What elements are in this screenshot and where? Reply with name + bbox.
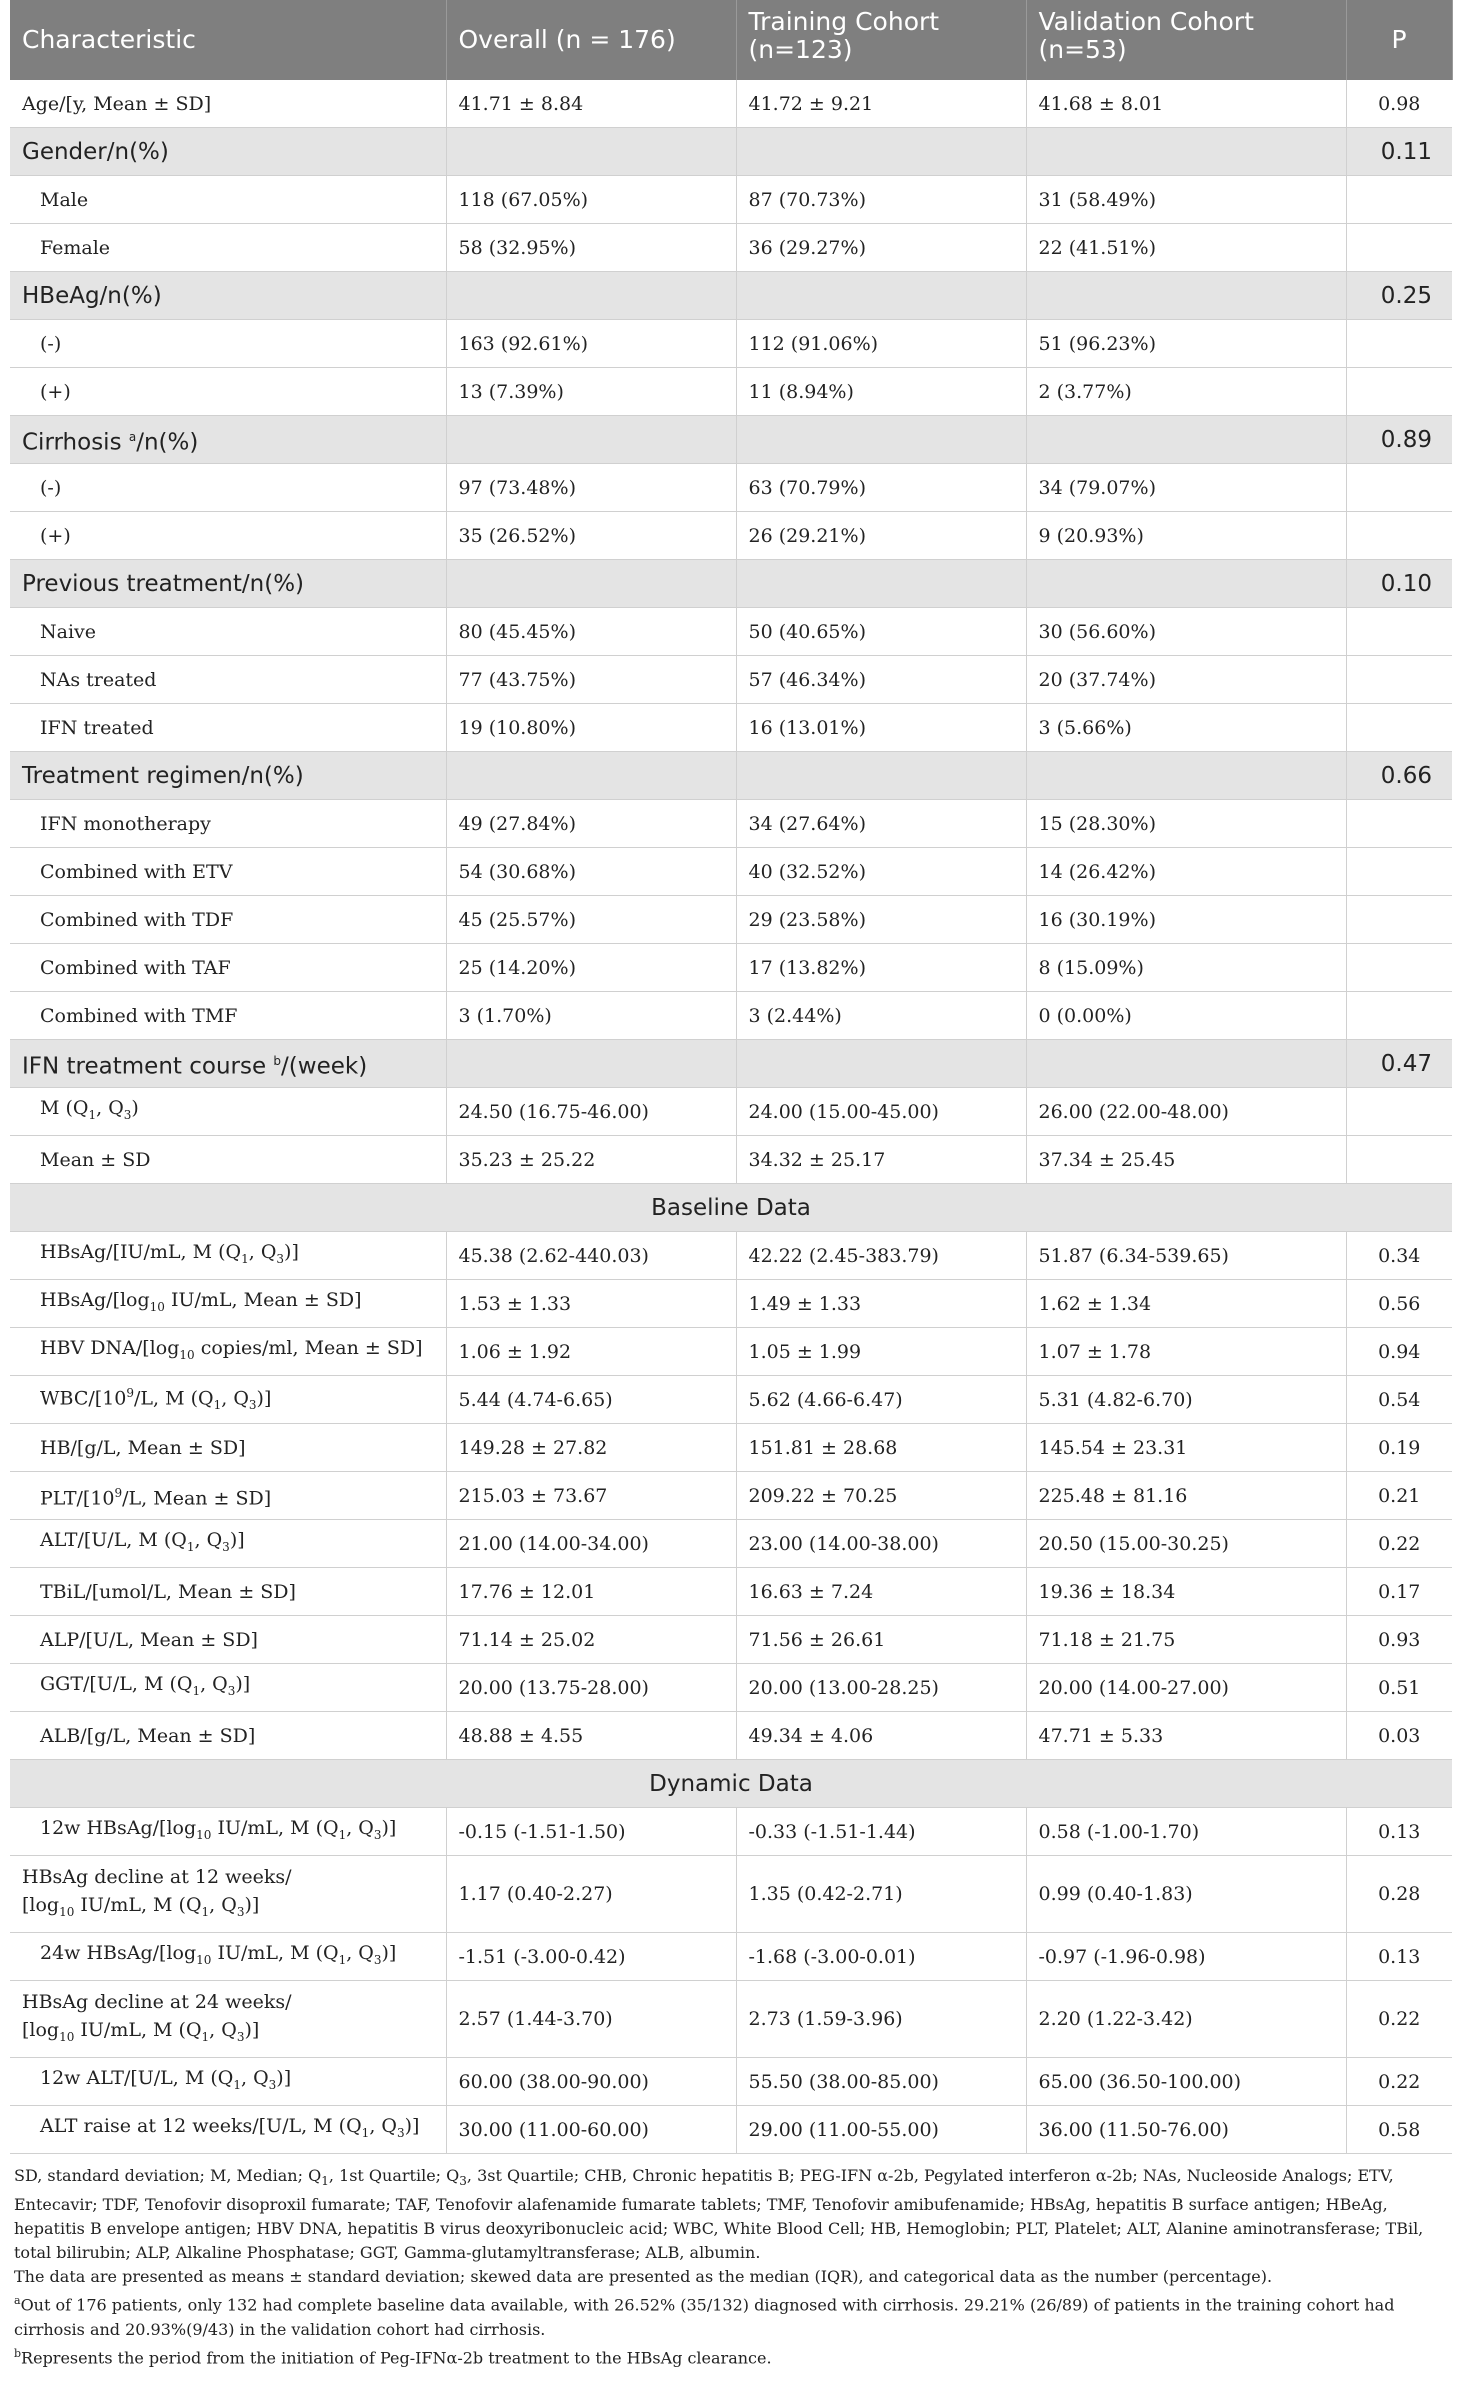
- row-label: GGT/[U/L, M ($Q_1$, $Q_3$)]: [10, 1664, 446, 1712]
- footnote-mark: b: [273, 1053, 282, 1068]
- cell-training: 17 (13.82%): [736, 944, 1026, 992]
- cell-p: 0.21: [1346, 1472, 1452, 1520]
- cell-training: 34.32 ± 25.17: [736, 1136, 1026, 1184]
- table-row: [10, 896, 1452, 944]
- group-label: HBeAg/n(%): [10, 272, 446, 320]
- table-row: [10, 1856, 1452, 1933]
- cell-p: 0.51: [1346, 1664, 1452, 1712]
- row-label: (-): [10, 320, 446, 368]
- cell-training: 20.00 (13.00-28.25): [736, 1664, 1026, 1712]
- table-row: [10, 1664, 1452, 1712]
- cell-overall: 45.38 (2.62-440.03): [446, 1232, 736, 1280]
- row-label: Naive: [10, 608, 446, 656]
- row-label: IFN treated: [10, 704, 446, 752]
- cell-validation: 0.58 (-1.00-1.70): [1026, 1808, 1346, 1856]
- row-label: HBsAg decline at 12 weeks/ [$\log_{10}$ IU/mL, M ($Q_1$, $Q_3$)]: [10, 1856, 446, 1933]
- table-row: [10, 608, 1452, 656]
- table-page: [10, 0, 1452, 2370]
- group-p: 0.89: [1346, 416, 1452, 464]
- cell-validation: 20.50 (15.00-30.25): [1026, 1520, 1346, 1568]
- cell-p: 0.17: [1346, 1568, 1452, 1616]
- cell-overall: 24.50 (16.75-46.00): [446, 1088, 736, 1136]
- table-row: [10, 992, 1452, 1040]
- cell-p: 0.22: [1346, 1981, 1452, 2058]
- row-label: (+): [10, 368, 446, 416]
- row-label: HBsAg/[$\log_{10}$ IU/mL, Mean ± SD]: [10, 1280, 446, 1328]
- header-training-line2: (n=123): [748, 35, 853, 64]
- header-validation: [1026, 0, 1346, 80]
- row-label: Combined with TDF: [10, 896, 446, 944]
- table-row: [10, 1568, 1452, 1616]
- cell-validation: 26.00 (22.00-48.00): [1026, 1088, 1346, 1136]
- cell-training: 2.73 (1.59-3.96): [736, 1981, 1026, 2058]
- table-row: [10, 1328, 1452, 1376]
- section-row: [10, 1184, 1452, 1232]
- cell-validation: 5.31 (4.82-6.70): [1026, 1376, 1346, 1424]
- cell-overall: -1.51 (-3.00-0.42): [446, 1933, 736, 1981]
- cell-validation: 8 (15.09%): [1026, 944, 1346, 992]
- cell-overall: 19 (10.80%): [446, 704, 736, 752]
- group-row: [10, 128, 1452, 176]
- cell-overall: 49 (27.84%): [446, 800, 736, 848]
- group-label: Gender/n(%): [10, 128, 446, 176]
- cell-validation: 3 (5.66%): [1026, 704, 1346, 752]
- cell-p: 0.03: [1346, 1712, 1452, 1760]
- cell-training: 23.00 (14.00-38.00): [736, 1520, 1026, 1568]
- table-row: [10, 1424, 1452, 1472]
- table-row: [10, 1520, 1452, 1568]
- cell-training: 3 (2.44%): [736, 992, 1026, 1040]
- cell-training: 209.22 ± 70.25: [736, 1472, 1026, 1520]
- row-label: Combined with ETV: [10, 848, 446, 896]
- cell-p: 0.28: [1346, 1856, 1452, 1933]
- table-row: [10, 368, 1452, 416]
- cell-training: 40 (32.52%): [736, 848, 1026, 896]
- row-label: Combined with TAF: [10, 944, 446, 992]
- cell-validation: 51.87 (6.34-539.65): [1026, 1232, 1346, 1280]
- cell-p: 0.13: [1346, 1933, 1452, 1981]
- characteristics-table: [10, 0, 1453, 2154]
- table-row: [10, 512, 1452, 560]
- cell-validation: 145.54 ± 23.31: [1026, 1424, 1346, 1472]
- table-row: [10, 464, 1452, 512]
- row-label: M ($Q_1$, $Q_3$): [10, 1088, 446, 1136]
- cell-training: 49.34 ± 4.06: [736, 1712, 1026, 1760]
- cell-overall: 60.00 (38.00-90.00): [446, 2058, 736, 2106]
- cell-validation: 37.34 ± 25.45: [1026, 1136, 1346, 1184]
- cell-overall: 20.00 (13.75-28.00): [446, 1664, 736, 1712]
- cell-overall: 58 (32.95%): [446, 224, 736, 272]
- cell-training: 41.72 ± 9.21: [736, 80, 1026, 128]
- cell-training: 29.00 (11.00-55.00): [736, 2106, 1026, 2154]
- table-row: [10, 656, 1452, 704]
- cell-training: -0.33 (-1.51-1.44): [736, 1808, 1026, 1856]
- cell-overall: 215.03 ± 73.67: [446, 1472, 736, 1520]
- row-label: NAs treated: [10, 656, 446, 704]
- group-p: 0.66: [1346, 752, 1452, 800]
- row-label: HBsAg/[IU/mL, M ($Q_1$, $Q_3$)]: [10, 1232, 446, 1280]
- table-row: [10, 1232, 1452, 1280]
- section-row: [10, 1760, 1452, 1808]
- row-label: 24w HBsAg/[$\log_{10}$ IU/mL, M ($Q_1$, $Q_3$)]: [10, 1933, 446, 1981]
- row-label: ALB/[g/L, Mean ± SD]: [10, 1712, 446, 1760]
- row-label: HBV DNA/[$\log_{10}$ copies/ml, Mean ± SD]: [10, 1328, 446, 1376]
- cell-overall: 41.71 ± 8.84: [446, 80, 736, 128]
- cell-training: 151.81 ± 28.68: [736, 1424, 1026, 1472]
- header-validation-line2: (n=53): [1038, 35, 1127, 64]
- cell-validation: -0.97 (-1.96-0.98): [1026, 1933, 1346, 1981]
- cell-training: 34 (27.64%): [736, 800, 1026, 848]
- cell-validation: 22 (41.51%): [1026, 224, 1346, 272]
- cell-training: 63 (70.79%): [736, 464, 1026, 512]
- group-label: [10, 416, 446, 464]
- row-label: WBC/[$10^9/L$, M ($Q_1$, $Q_3$)]: [10, 1376, 446, 1424]
- cell-validation: 14 (26.42%): [1026, 848, 1346, 896]
- cell-overall: 71.14 ± 25.02: [446, 1616, 736, 1664]
- cell-validation: 47.71 ± 5.33: [1026, 1712, 1346, 1760]
- table-row: [10, 704, 1452, 752]
- table-row: [10, 1808, 1452, 1856]
- cell-overall: 97 (73.48%): [446, 464, 736, 512]
- cell-validation: 0.99 (0.40-1.83): [1026, 1856, 1346, 1933]
- table-row: [10, 80, 1452, 128]
- cell-validation: 9 (20.93%): [1026, 512, 1346, 560]
- row-label: PLT/[$10^9/L$, Mean ± SD]: [10, 1472, 446, 1520]
- table-row: [10, 1472, 1452, 1520]
- cell-validation: 0 (0.00%): [1026, 992, 1346, 1040]
- footnote-mark: a: [128, 429, 137, 444]
- cell-training: 71.56 ± 26.61: [736, 1616, 1026, 1664]
- cell-validation: 2 (3.77%): [1026, 368, 1346, 416]
- table-row: [10, 2058, 1452, 2106]
- table-row: [10, 800, 1452, 848]
- cell-training: 112 (91.06%): [736, 320, 1026, 368]
- header-p: P: [1346, 0, 1452, 80]
- table-row: [10, 848, 1452, 896]
- group-row: [10, 416, 1452, 464]
- cell-p: 0.34: [1346, 1232, 1452, 1280]
- cell-validation: 65.00 (36.50-100.00): [1026, 2058, 1346, 2106]
- cell-overall: 35.23 ± 25.22: [446, 1136, 736, 1184]
- table-row: [10, 1088, 1452, 1136]
- row-label: (+): [10, 512, 446, 560]
- cell-overall: 35 (26.52%): [446, 512, 736, 560]
- cell-overall: 1.53 ± 1.33: [446, 1280, 736, 1328]
- footnote-b: $^b$Represents the period from the initiation of Peg-IFNα-2b treatment to the HBsAg clearance.: [14, 2346, 772, 2367]
- cell-overall: 1.06 ± 1.92: [446, 1328, 736, 1376]
- cell-training: 55.50 (38.00-85.00): [736, 2058, 1026, 2106]
- row-label: 12w ALT/[U/L, M ($Q_1$, $Q_3$)]: [10, 2058, 446, 2106]
- cell-p: 0.54: [1346, 1376, 1452, 1424]
- row-label: ALT raise at 12 weeks/[U/L, M ($Q_1$, $Q_3$)]: [10, 2106, 446, 2154]
- group-p: 0.47: [1346, 1040, 1452, 1088]
- label-part: IFN treatment course: [22, 1053, 274, 1080]
- table-row: [10, 1616, 1452, 1664]
- cell-validation: 41.68 ± 8.01: [1026, 80, 1346, 128]
- cell-validation: 15 (28.30%): [1026, 800, 1346, 848]
- cell-overall: 2.57 (1.44-3.70): [446, 1981, 736, 2058]
- cell-training: 42.22 (2.45-383.79): [736, 1232, 1026, 1280]
- cell-p: 0.22: [1346, 2058, 1452, 2106]
- group-label: Previous treatment/n(%): [10, 560, 446, 608]
- row-label: Combined with TMF: [10, 992, 446, 1040]
- row-label: ALP/[U/L, Mean ± SD]: [10, 1616, 446, 1664]
- cell-overall: 77 (43.75%): [446, 656, 736, 704]
- cell-overall: 21.00 (14.00-34.00): [446, 1520, 736, 1568]
- table-row: [10, 1712, 1452, 1760]
- cell-p: 0.94: [1346, 1328, 1452, 1376]
- table-row: [10, 1933, 1452, 1981]
- label-part: /(week): [281, 1053, 368, 1080]
- cell-training: 57 (46.34%): [736, 656, 1026, 704]
- cell-validation: 1.07 ± 1.78: [1026, 1328, 1346, 1376]
- cell-training: 87 (70.73%): [736, 176, 1026, 224]
- row-label: TBiL/[umol/L, Mean ± SD]: [10, 1568, 446, 1616]
- cell-validation: 34 (79.07%): [1026, 464, 1346, 512]
- table-row: [10, 944, 1452, 992]
- cell-validation: 30 (56.60%): [1026, 608, 1346, 656]
- cell-p: 0.56: [1346, 1280, 1452, 1328]
- cell-training: 5.62 (4.66-6.47): [736, 1376, 1026, 1424]
- header-validation-line1: Validation Cohort: [1038, 7, 1254, 36]
- cell-validation: 31 (58.49%): [1026, 176, 1346, 224]
- table-footnotes: [10, 2154, 1452, 2370]
- cell-validation: 20 (37.74%): [1026, 656, 1346, 704]
- label-part: Cirrhosis: [22, 429, 129, 456]
- group-p: 0.10: [1346, 560, 1452, 608]
- cell-validation: 2.20 (1.22-3.42): [1026, 1981, 1346, 2058]
- header-training: [736, 0, 1026, 80]
- cell-p: 0.13: [1346, 1808, 1452, 1856]
- table-header-row: [10, 0, 1452, 80]
- cell-p: 0.19: [1346, 1424, 1452, 1472]
- cell-overall: 17.76 ± 12.01: [446, 1568, 736, 1616]
- cell-training: 1.49 ± 1.33: [736, 1280, 1026, 1328]
- table-row: [10, 1136, 1452, 1184]
- cell-overall: 1.17 (0.40-2.27): [446, 1856, 736, 1933]
- group-label: Treatment regimen/n(%): [10, 752, 446, 800]
- cell-training: 24.00 (15.00-45.00): [736, 1088, 1026, 1136]
- group-row: [10, 1040, 1452, 1088]
- cell-training: 16 (13.01%): [736, 704, 1026, 752]
- cell-validation: 225.48 ± 81.16: [1026, 1472, 1346, 1520]
- cell-overall: 54 (30.68%): [446, 848, 736, 896]
- row-label: HB/[g/L, Mean ± SD]: [10, 1424, 446, 1472]
- cell-overall: 163 (92.61%): [446, 320, 736, 368]
- row-label: Male: [10, 176, 446, 224]
- table-row: [10, 2106, 1452, 2154]
- cell-p: 0.22: [1346, 1520, 1452, 1568]
- table-row: [10, 1280, 1452, 1328]
- group-row: [10, 560, 1452, 608]
- row-label: ALT/[U/L, M ($Q_1$, $Q_3$)]: [10, 1520, 446, 1568]
- cell-validation: 16 (30.19%): [1026, 896, 1346, 944]
- cell-p: 0.98: [1346, 80, 1452, 128]
- cell-overall: 25 (14.20%): [446, 944, 736, 992]
- row-label: 12w HBsAg/[$\log_{10}$ IU/mL, M ($Q_1$, $Q_3$)]: [10, 1808, 446, 1856]
- cell-validation: 20.00 (14.00-27.00): [1026, 1664, 1346, 1712]
- cell-training: 29 (23.58%): [736, 896, 1026, 944]
- table-row: [10, 320, 1452, 368]
- row-label: HBsAg decline at 24 weeks/ [$\log_{10}$ IU/mL, M ($Q_1$, $Q_3$)]: [10, 1981, 446, 2058]
- abbreviations-note: SD, standard deviation; M, Median; $Q_1$, 1st Quartile; $Q_3$, 3st Quartile; CHB, Chronic hepatitis B; PEG-IFN α-2b, Pegylated interferon α-2b; NAs, Nucleoside Analogs; ETV, Entecavir; TDF, Tenofovir disoproxil fumarate; TAF, Tenofovir alafenamide fumarate tablets; TMF, Tenofovir amibufenamide; HBsAg, hepatitis B surface antigen; HBeAg, hepatitis B envelope antigen; HBV DNA, hepatitis B virus deoxyribonucleic acid; WBC, White Blood Cell; HB, Hemoglobin; PLT, Platelet; ALT, Alanine aminotransferase; TBil, total bilirubin; ALP, Alkaline Phosphatase; GGT, Gamma-glutamyltransferase; ALB, albumin.: [14, 2166, 1424, 2263]
- cell-training: 11 (8.94%): [736, 368, 1026, 416]
- cell-overall: 3 (1.70%): [446, 992, 736, 1040]
- table-row: [10, 1981, 1452, 2058]
- cell-training: 26 (29.21%): [736, 512, 1026, 560]
- section-label: Dynamic Data: [10, 1760, 1452, 1808]
- cell-validation: 19.36 ± 18.34: [1026, 1568, 1346, 1616]
- group-p: 0.25: [1346, 272, 1452, 320]
- cell-training: 1.05 ± 1.99: [736, 1328, 1026, 1376]
- row-label: IFN monotherapy: [10, 800, 446, 848]
- cell-overall: 5.44 (4.74-6.65): [446, 1376, 736, 1424]
- table-row: [10, 176, 1452, 224]
- cell-training: -1.68 (-3.00-0.01): [736, 1933, 1026, 1981]
- header-overall: Overall (n = 176): [446, 0, 736, 80]
- cell-training: 36 (29.27%): [736, 224, 1026, 272]
- cell-overall: 80 (45.45%): [446, 608, 736, 656]
- row-label: Age/[y, Mean ± SD]: [10, 80, 446, 128]
- group-label: [10, 1040, 446, 1088]
- cell-p: 0.93: [1346, 1616, 1452, 1664]
- header-characteristic: Characteristic: [10, 0, 446, 80]
- cell-validation: 71.18 ± 21.75: [1026, 1616, 1346, 1664]
- section-label: Baseline Data: [10, 1184, 1452, 1232]
- cell-overall: 45 (25.57%): [446, 896, 736, 944]
- label-part: /n(%): [136, 429, 199, 456]
- row-label: (-): [10, 464, 446, 512]
- cell-validation: 1.62 ± 1.34: [1026, 1280, 1346, 1328]
- header-training-line1: Training Cohort: [748, 7, 940, 36]
- cell-training: 50 (40.65%): [736, 608, 1026, 656]
- cell-training: 16.63 ± 7.24: [736, 1568, 1026, 1616]
- footnote-a: $^a$Out of 176 patients, only 132 had complete baseline data available, with 26.52% (35/132) diagnosed with cirrhosis. 29.21% (26/89) of patients in the training cohort had cirrhosis and 20.93%(9/43) in the validation cohort had cirrhosis.: [14, 2294, 1395, 2339]
- presentation-note: The data are presented as means ± standard deviation; skewed data are presented as the median (IQR), and categorical data as the number (percentage).: [14, 2267, 1273, 2287]
- cell-overall: 118 (67.05%): [446, 176, 736, 224]
- row-label: Mean ± SD: [10, 1136, 446, 1184]
- table-row: [10, 1376, 1452, 1424]
- group-p: 0.11: [1346, 128, 1452, 176]
- cell-overall: -0.15 (-1.51-1.50): [446, 1808, 736, 1856]
- cell-overall: 149.28 ± 27.82: [446, 1424, 736, 1472]
- cell-overall: 30.00 (11.00-60.00): [446, 2106, 736, 2154]
- group-row: [10, 752, 1452, 800]
- cell-overall: 13 (7.39%): [446, 368, 736, 416]
- group-row: [10, 272, 1452, 320]
- cell-validation: 36.00 (11.50-76.00): [1026, 2106, 1346, 2154]
- cell-p: 0.58: [1346, 2106, 1452, 2154]
- table-row: [10, 224, 1452, 272]
- cell-overall: 48.88 ± 4.55: [446, 1712, 736, 1760]
- row-label: Female: [10, 224, 446, 272]
- cell-training: 1.35 (0.42-2.71): [736, 1856, 1026, 1933]
- cell-validation: 51 (96.23%): [1026, 320, 1346, 368]
